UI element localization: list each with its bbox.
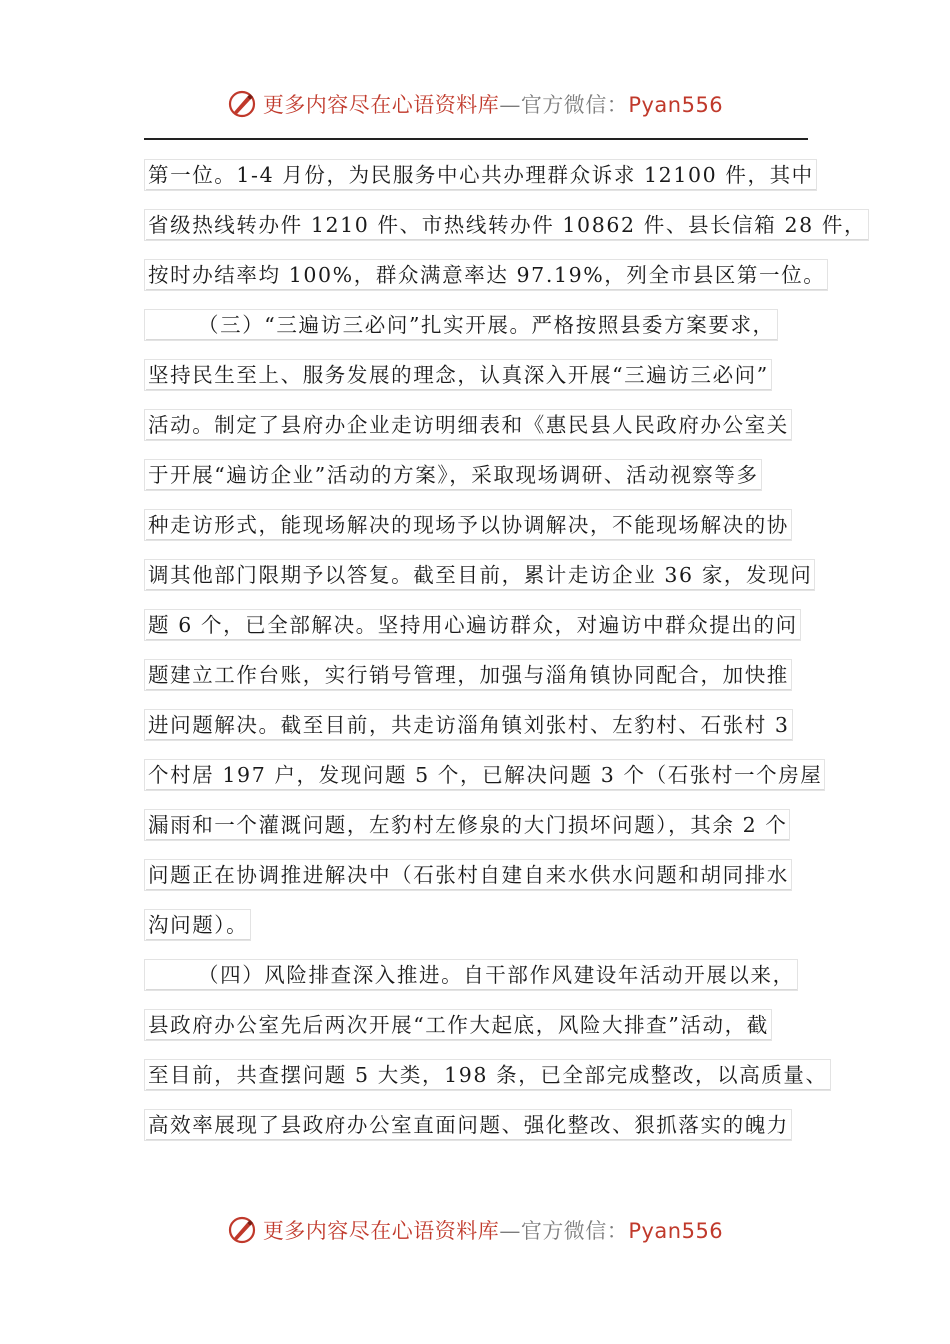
text-line: 省级热线转办件 1210 件、市热线转办件 10862 件、县长信箱 28 件， [146,200,806,250]
watermark-text [263,89,723,119]
text-line: 问题正在协调推进解决中（石张村自建自来水供水问题和胡同排水 [146,850,806,900]
watermark-wechat-label: 官方微信： [520,93,629,117]
header-rule [144,138,808,140]
watermark-text [263,1215,723,1245]
text-line: 沟问题）。 [146,900,806,950]
text-line: 坚持民生至上、服务发展的理念，认真深入开展“三遍访三必问” [146,350,806,400]
text-line: 至目前，共查摆问题 5 大类，198 条，已全部完成整改，以高质量、 [146,1050,806,1100]
text-line: 县政府办公室先后两次开展“工作大起底，风险大排查”活动，截 [146,1000,806,1050]
watermark-brand: 更多内容尽在心语资料库 [262,93,500,117]
text-line: 第一位。1-4 月份，为民服务中心共办理群众诉求 12100 件，其中 [146,150,806,200]
text-line: 漏雨和一个灌溉问题，左豹村左修泉的大门损坏问题），其余 2 个 [146,800,806,850]
pen-logo-icon [227,1215,257,1245]
text-line: 进问题解决。截至目前，共走访淄角镇刘张村、左豹村、石张村 3 [146,700,806,750]
watermark-wechat-label: 官方微信： [520,1219,629,1243]
paragraph-heading-line: （三）“三遍访三必问”扎实开展。严格按照县委方案要求， [146,300,806,350]
watermark-brand: 更多内容尽在心语资料库 [262,1219,500,1243]
watermark-separator: — [499,1219,521,1243]
text-line: 活动。制定了县府办企业走访明细表和《惠民县人民政府办公室关 [146,400,806,450]
document-body [146,150,867,1150]
header-watermark [0,84,950,124]
watermark-wechat-id: Pyan556 [628,1219,724,1243]
text-line: 个村居 197 户，发现问题 5 个，已解决问题 3 个（石张村一个房屋 [146,750,806,800]
text-line: 题 6 个，已全部解决。坚持用心遍访群众，对遍访中群众提出的问 [146,600,806,650]
text-line: 种走访形式，能现场解决的现场予以协调解决，不能现场解决的协 [146,500,806,550]
watermark-wechat-id: Pyan556 [628,93,724,117]
text-line: 高效率展现了县政府办公室直面问题、强化整改、狠抓落实的魄力 [146,1100,806,1150]
footer-watermark [0,1210,950,1250]
text-line: 题建立工作台账，实行销号管理，加强与淄角镇协同配合，加快推 [146,650,806,700]
text-line: 于开展“遍访企业”活动的方案》，采取现场调研、活动视察等多 [146,450,806,500]
pen-logo-icon [227,89,257,119]
paragraph-heading-line: （四）风险排查深入推进。自干部作风建设年活动开展以来， [146,950,806,1000]
text-line: 按时办结率均 100%，群众满意率达 97.19%，列全市县区第一位。 [146,250,806,300]
watermark-separator: — [499,93,521,117]
text-line: 调其他部门限期予以答复。截至目前，累计走访企业 36 家，发现问 [146,550,806,600]
